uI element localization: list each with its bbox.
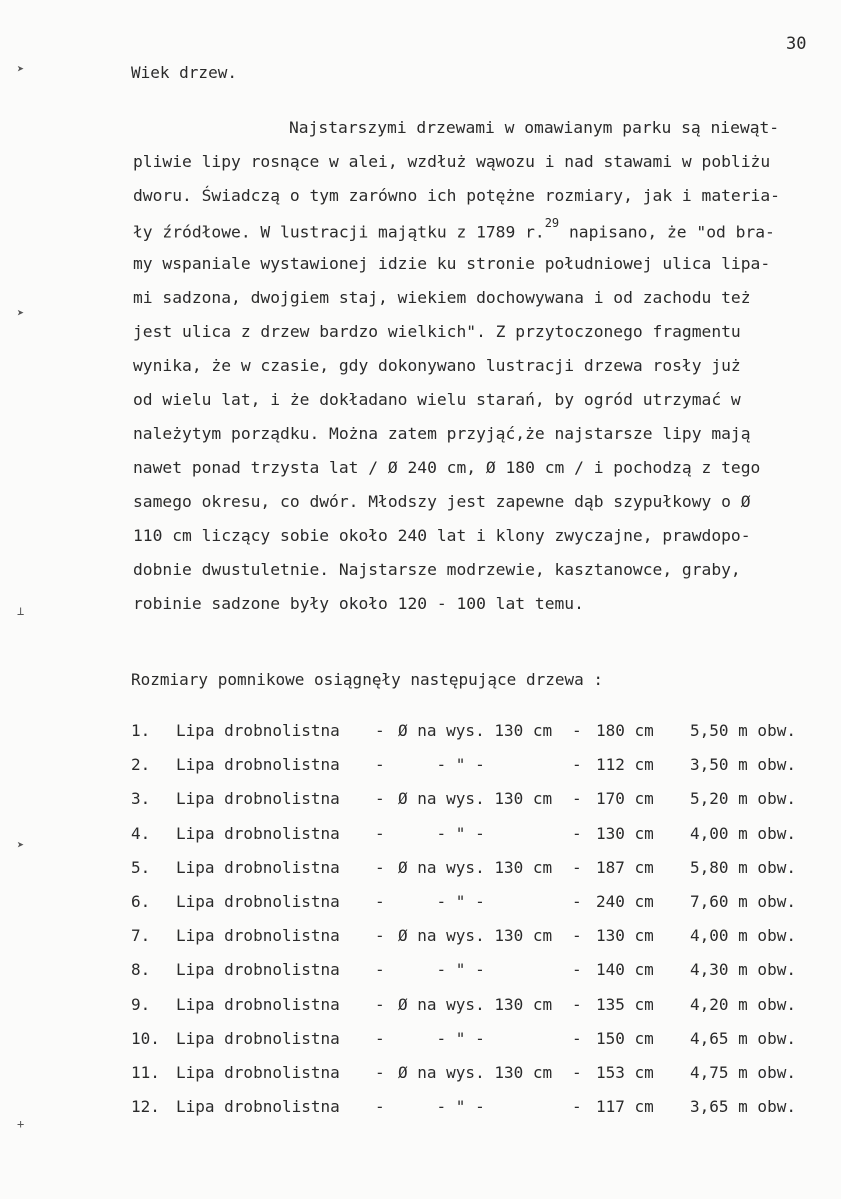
margin-tick-mark: ➤ — [17, 838, 25, 852]
tree-dash: - — [375, 1097, 385, 1117]
tree-row — [0, 857, 796, 882]
tree-dash2: - — [572, 960, 582, 980]
tree-num: 9. — [131, 994, 151, 1014]
tree-diam: 187 cm — [596, 857, 654, 877]
tree-name: Lipa drobnolistna — [176, 926, 340, 946]
tree-diam: 153 cm — [596, 1063, 654, 1082]
tree-dash2: - — [572, 892, 582, 911]
paragraph-line: robinie sadzone były około 120 - 100 lat temu. — [133, 594, 584, 613]
tree-name: Lipa drobnolistna — [176, 960, 340, 980]
tree-circ: 4,75 m obw. — [690, 1063, 796, 1082]
tree-diam: 240 cm — [596, 892, 654, 911]
paragraph-line: pliwie lipy rosnące w alei, wzdłuż wąwozu i nad stawami w pobliżu — [133, 152, 771, 171]
tree-dash: - — [375, 1028, 385, 1048]
tree-dash2: - — [572, 1028, 582, 1048]
tree-dash: - — [375, 823, 385, 843]
tree-mid: - " - — [398, 1097, 485, 1117]
tree-row — [0, 1028, 796, 1053]
tree-num: 3. — [131, 789, 151, 809]
tree-diam: 180 cm — [596, 721, 654, 740]
tree-row — [0, 823, 796, 848]
list-intro: Rozmiary pomnikowe osiągnęły następujące drzewa : — [131, 670, 604, 689]
tree-row — [0, 1063, 796, 1087]
tree-circ: 7,60 m obw. — [690, 892, 796, 911]
paragraph-line: jest ulica z drzew bardzo wielkich". Z przytoczonego fragmentu — [133, 322, 741, 341]
tree-dash: - — [375, 721, 385, 740]
paragraph-line — [133, 216, 775, 242]
tree-dash2: - — [572, 1097, 582, 1117]
tree-circ: 5,80 m obw. — [690, 857, 796, 877]
paragraph-line: nawet ponad trzysta lat / Ø 240 cm, Ø 180 cm / i pochodzą z tego — [133, 458, 761, 477]
tree-mid: Ø na wys. 130 cm — [398, 789, 553, 809]
tree-num: 12. — [131, 1097, 160, 1117]
tree-mid: Ø na wys. 130 cm — [398, 721, 553, 740]
tree-dash: - — [375, 755, 385, 775]
tree-diam: 140 cm — [596, 960, 654, 980]
tree-row — [0, 926, 796, 950]
paragraph-line: 110 cm liczący sobie około 240 lat i klony zwyczajne, prawdopo- — [133, 526, 751, 545]
paragraph-line: dworu. Świadczą o tym zarówno ich potężne rozmiary, jak i materia- — [133, 186, 780, 205]
tree-row — [0, 755, 796, 779]
tree-dash: - — [375, 994, 385, 1014]
tree-circ: 4,65 m obw. — [690, 1028, 796, 1048]
paragraph-line: wynika, że w czasie, gdy dokonywano lustracji drzewa rosły już — [133, 356, 741, 375]
tree-name: Lipa drobnolistna — [176, 892, 340, 911]
paragraph-line-tail: napisano, że "od bra- — [559, 222, 775, 242]
tree-dash2: - — [572, 823, 582, 843]
tree-mid: Ø na wys. 130 cm — [398, 1063, 553, 1082]
tree-mid: Ø na wys. 130 cm — [398, 857, 553, 877]
tree-name: Lipa drobnolistna — [176, 1063, 340, 1082]
tree-mid: - " - — [398, 1028, 485, 1048]
margin-tick-mark: + — [17, 1117, 25, 1131]
tree-dash: - — [375, 892, 385, 911]
paragraph-line: my wspaniale wystawionej idzie ku stronie południowej ulica lipa- — [133, 254, 771, 273]
tree-diam: 130 cm — [596, 823, 654, 843]
tree-num: 4. — [131, 823, 151, 843]
tree-num: 11. — [131, 1063, 160, 1082]
tree-row — [0, 960, 796, 984]
tree-diam: 130 cm — [596, 926, 654, 946]
tree-name: Lipa drobnolistna — [176, 755, 340, 775]
footnote-reference: 29 — [544, 216, 560, 230]
tree-row — [0, 721, 796, 745]
tree-mid: - " - — [398, 960, 485, 980]
paragraph-line: Najstarszymi drzewami w omawianym parku są niewąt- — [289, 118, 780, 137]
tree-dash: - — [375, 857, 385, 877]
tree-name: Lipa drobnolistna — [176, 1097, 340, 1117]
margin-tick-mark: ➤ — [17, 306, 25, 320]
tree-name: Lipa drobnolistna — [176, 1028, 340, 1048]
tree-dash2: - — [572, 857, 582, 877]
tree-num: 7. — [131, 926, 151, 946]
tree-dash: - — [375, 1063, 385, 1082]
margin-tick-mark: ⊥ — [17, 604, 25, 618]
tree-dash: - — [375, 789, 385, 809]
tree-circ: 4,30 m obw. — [690, 960, 796, 980]
tree-mid: - " - — [398, 823, 485, 843]
tree-circ: 4,20 m obw. — [690, 994, 796, 1014]
tree-mid: - " - — [398, 892, 485, 911]
paragraph-line-text: ły źródłowe. W lustracji majątku z 1789 r. — [133, 222, 545, 242]
tree-circ: 5,20 m obw. — [690, 789, 796, 809]
tree-num: 10. — [131, 1028, 160, 1048]
tree-name: Lipa drobnolistna — [176, 857, 340, 877]
tree-diam: 112 cm — [596, 755, 654, 775]
page-number: 30 — [786, 34, 807, 54]
tree-name: Lipa drobnolistna — [176, 721, 340, 740]
tree-diam: 135 cm — [596, 994, 654, 1014]
tree-mid: Ø na wys. 130 cm — [398, 926, 553, 946]
section-heading: Wiek drzew. — [131, 63, 237, 82]
tree-dash2: - — [572, 1063, 582, 1082]
tree-name: Lipa drobnolistna — [176, 823, 340, 843]
paragraph-line: samego okresu, co dwór. Młodszy jest zapewne dąb szypułkowy o Ø — [133, 492, 751, 511]
tree-row — [0, 994, 796, 1019]
tree-dash2: - — [572, 755, 582, 775]
tree-num: 5. — [131, 857, 151, 877]
tree-row — [0, 1097, 796, 1121]
paragraph-line: dobnie dwustuletnie. Najstarsze modrzewie, kasztanowce, graby, — [133, 560, 741, 579]
tree-num: 6. — [131, 892, 151, 911]
paragraph-line: należytym porządku. Można zatem przyjąć,że najstarsze lipy mają — [133, 424, 751, 443]
tree-mid: Ø na wys. 130 cm — [398, 994, 553, 1014]
paragraph-line: mi sadzona, dwojgiem staj, wiekiem dochowywana i od zachodu też — [133, 288, 751, 307]
paragraph-line: od wielu lat, i że dokładano wielu starań, by ogród utrzymać w — [133, 390, 741, 409]
tree-circ: 3,65 m obw. — [690, 1097, 796, 1117]
tree-dash: - — [375, 960, 385, 980]
tree-dash2: - — [572, 789, 582, 809]
tree-mid: - " - — [398, 755, 485, 775]
tree-diam: 170 cm — [596, 789, 654, 809]
tree-row — [0, 892, 796, 916]
tree-row — [0, 789, 796, 813]
tree-dash2: - — [572, 994, 582, 1014]
tree-circ: 4,00 m obw. — [690, 926, 796, 946]
tree-dash: - — [375, 926, 385, 946]
margin-tick-mark: ➤ — [17, 62, 25, 76]
tree-dash2: - — [572, 926, 582, 946]
tree-num: 2. — [131, 755, 151, 775]
tree-circ: 5,50 m obw. — [690, 721, 796, 740]
tree-name: Lipa drobnolistna — [176, 789, 340, 809]
tree-num: 1. — [131, 721, 151, 740]
tree-circ: 4,00 m obw. — [690, 823, 796, 843]
tree-diam: 150 cm — [596, 1028, 654, 1048]
tree-dash2: - — [572, 721, 582, 740]
tree-num: 8. — [131, 960, 151, 980]
tree-name: Lipa drobnolistna — [176, 994, 340, 1014]
tree-diam: 117 cm — [596, 1097, 654, 1117]
tree-circ: 3,50 m obw. — [690, 755, 796, 775]
